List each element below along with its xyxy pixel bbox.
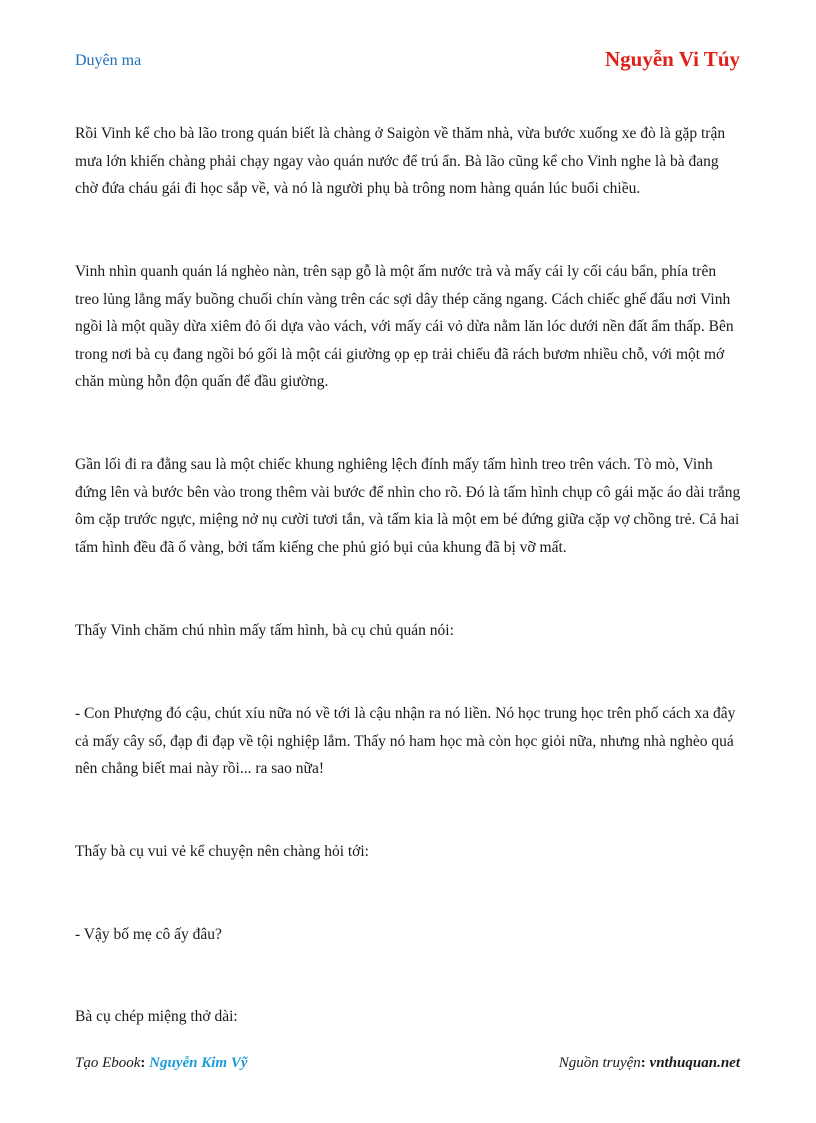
paragraph-3: Gần lối đi ra đằng sau là một chiếc khung nghiêng lệch đính mấy tấm hình treo trên vách. Tò mò, Vinh đứng lên và bước bên vào trong thêm vài bước để nhìn cho rõ. Đó là tấm hình chụp cô gái mặc áo dài trắng ôm cặp trước ngực, miệng nở nụ cười tươi tắn, và tấm kia là một em bé đứng giữa cặp vợ chồng trẻ. Cả hai tấm hình đều đã ố vàng, bởi tấm kiếng che phủ gió bụi của khung đã bị vỡ mất. — [75, 456, 741, 556]
paragraph-6: Thấy bà cụ vui vẻ kể chuyện nên chàng hỏi tới: — [75, 843, 369, 860]
footer-credit-label: Tạo Ebook — [75, 1055, 141, 1071]
footer-source-site: vnthuquan.net — [649, 1055, 740, 1071]
paragraph-4: Thấy Vinh chăm chú nhìn mấy tấm hình, bà cụ chủ quán nói: — [75, 622, 454, 639]
paragraph-2: Vinh nhìn quanh quán lá nghèo nàn, trên sạp gỗ là một ấm nước trà và mấy cái ly cối cáu bẩn, phía trên treo lủng lẳng mấy buồng chuối chín vàng trên các sợi dây thép căng ngang. Cách chiếc ghế đẩu nơi Vinh ngồi là một quầy dừa xiêm đỏ ối dựa vào vách, với mấy cái vỏ dừa nằm lăn lóc dưới nền đất ẩm thấp. Bên trong nơi bà cụ đang ngồi bó gối là một cái giường ọp ẹp trải chiếu đã rách bươm nhiều chỗ, với một mớ chăn mùng hỗn độn quấn để đầu giường. — [75, 263, 734, 391]
paragraph-8: Bà cụ chép miệng thở dài: — [75, 1008, 238, 1025]
paragraph-7: - Vậy bố mẹ cô ấy đâu? — [75, 926, 222, 943]
footer-credit-name: Nguyễn Kim Vỹ — [149, 1055, 248, 1071]
paragraph-5: - Con Phượng đó cậu, chút xíu nữa nó về tới là cậu nhận ra nó liền. Nó học trung học trên phố cách xa đây cả mấy cây số, đạp đi đạp về tội nghiệp lắm. Thấy nó ham học mà còn học giỏi nữa, nhưng nhà nghèo quá nên chẳng biết mai này rồi... ra sao nữa! — [75, 705, 736, 778]
author-name: Nguyễn Vi Túy — [605, 47, 740, 71]
footer-source-label: Nguồn truyện — [558, 1055, 641, 1071]
book-title: Duyên ma — [75, 52, 142, 69]
footer-source-colon: : — [640, 1055, 646, 1071]
footer-credit-colon: : — [140, 1055, 146, 1071]
paragraph-1: Rồi Vinh kể cho bà lão trong quán biết là chàng ở Saigòn về thăm nhà, vừa bước xuống xe đò là gặp trận mưa lớn khiến chàng phải chạy ngay vào quán nước để trú ẩn. Bà lão cũng kể cho Vinh nghe là bà đang chờ đứa cháu gái đi học sắp về, và nó là người phụ bà trông nom hàng quán lúc buổi chiều. — [75, 125, 726, 198]
footer-source — [559, 1055, 740, 1072]
footer-credit — [75, 1055, 248, 1072]
